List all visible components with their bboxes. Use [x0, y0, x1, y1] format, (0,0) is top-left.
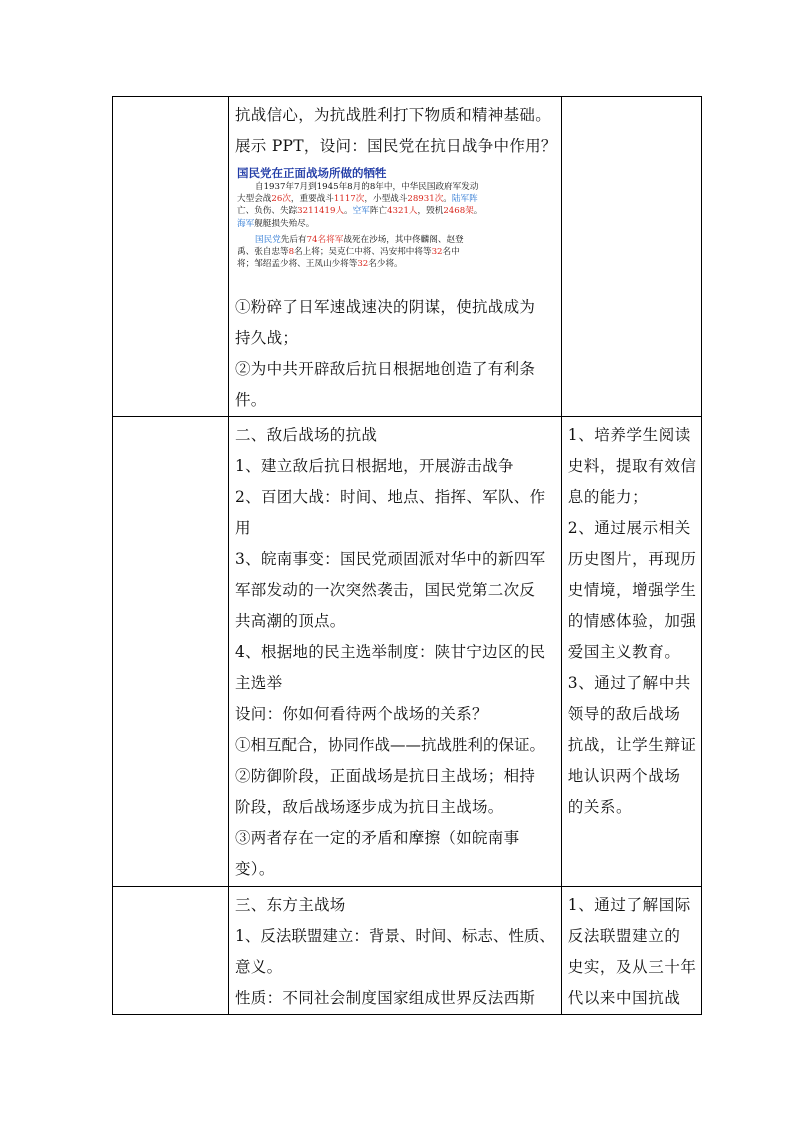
slide-text: 舰艇损失殆尽。	[254, 218, 315, 229]
text-line: 共高潮的顶点。	[235, 612, 346, 630]
slide-text: 战死在沙场，其中佟麟阁、赵登	[343, 234, 464, 245]
row1-col2-cell	[229, 97, 562, 417]
slide-text: 大型会战	[237, 194, 272, 205]
goal-line: 的关系。	[567, 798, 633, 816]
slide-number: 28931次	[407, 194, 444, 205]
slide-text: ，小型战斗	[364, 194, 408, 205]
slide-line	[235, 181, 507, 193]
goal-line: 抗战，让学生辩证	[567, 736, 697, 754]
table-row	[113, 887, 702, 1015]
slide-highlight: 陆军阵	[451, 194, 478, 205]
text-line: 主选举	[235, 674, 283, 692]
slide-highlight: 国民党	[255, 234, 281, 245]
text-line: ③两者存在一定的矛盾和摩擦（如皖南事	[235, 829, 520, 847]
text-line: 军部发动的一次突然袭击，国民党第二次反	[235, 581, 536, 599]
text-line: ①粉碎了日军速战速决的阴谋，使抗战成为	[235, 298, 536, 316]
slide-number: 32	[357, 259, 369, 270]
slide-text: 将；邹绍孟少将、王凤山少将等	[237, 259, 358, 270]
text-line: 阶段，敌后战场逐步成为抗日主战场。	[235, 798, 504, 816]
goal-line: 地认识两个战场	[567, 767, 681, 785]
slide-number: 74名将军	[306, 234, 344, 245]
text-line: 性质：不同社会制度国家组成世界反法西斯	[235, 989, 536, 1007]
row2-col3-cell	[561, 417, 701, 887]
goal-line: 爱国主义教育。	[567, 643, 681, 661]
text-line: 4、根据地的民主选举制度：陕甘宁边区的民	[235, 643, 546, 661]
row1-col3-cell	[561, 97, 701, 417]
text-line: 1、建立敌后抗日根据地，开展游击战争	[235, 457, 514, 475]
row3-col3-cell	[561, 887, 701, 1015]
slide-line	[235, 218, 507, 230]
row2-col1-cell	[113, 417, 229, 887]
table-row	[113, 417, 702, 887]
slide-text: 名少将。	[368, 259, 403, 270]
slide-text: 亡、负伤、失踪	[237, 206, 298, 217]
goal-line: 反法联盟建立的	[567, 927, 681, 945]
text-line: 持久战；	[235, 329, 299, 347]
slide-number: 4321人	[387, 206, 418, 217]
slide-line	[235, 258, 507, 270]
slide-title: 国民党在正面战场所做的牺牲	[237, 166, 387, 180]
row2-col2-cell	[229, 417, 562, 887]
slide-highlight: 空军	[352, 206, 370, 217]
text-line: 1、反法联盟建立：背景、时间、标志、性质、	[235, 927, 555, 945]
text-line: 变）。	[235, 860, 275, 878]
section-heading: 三、东方主战场	[235, 896, 346, 914]
goal-line: 1、通过了解国际	[567, 896, 691, 914]
slide-text: 禹、张自忠等	[237, 247, 289, 258]
slide-line	[235, 193, 507, 205]
text-line: 设问：你如何看待两个战场的关系？	[235, 705, 488, 723]
text-line: 3、皖南事变：国民党顽固派对华中的新四军	[235, 550, 546, 568]
text-line: 意义。	[235, 958, 283, 976]
slide-number: 8	[288, 247, 295, 258]
slide-text: 。	[443, 194, 452, 205]
text-line: 件。	[235, 391, 267, 409]
goal-line: 1、培养学生阅读	[567, 426, 691, 444]
text-line: 抗战信心，为抗战胜利打下物质和精神基础。	[235, 106, 552, 124]
slide-text: ，毁机	[417, 206, 444, 217]
goal-line: 的情感体验，加强	[567, 612, 697, 630]
row3-col2-cell	[229, 887, 562, 1015]
slide-number: 32	[431, 247, 443, 258]
row1-col1-cell	[113, 97, 229, 417]
row3-col1-cell	[113, 887, 229, 1015]
goal-line: 息的能力；	[567, 488, 649, 506]
slide-line	[235, 205, 507, 217]
slide-number: 3211419人	[297, 206, 345, 217]
slide-text: 阵亡	[369, 206, 388, 217]
goal-line: 3、通过了解中共	[567, 674, 691, 692]
lesson-plan-table	[112, 96, 702, 1015]
text-line: 展示 PPT，设问：国民党在抗日战争中作用？	[235, 137, 557, 155]
slide-number: 1117次	[333, 194, 365, 205]
goal-line: 史情境，增强学生	[567, 581, 697, 599]
goal-line: 史料，提取有效信	[567, 457, 697, 475]
slide-line	[235, 246, 507, 258]
slide-text: ，重要战斗	[290, 194, 334, 205]
slide-text: 先后有	[280, 234, 307, 245]
goal-line: 历史图片，再现历	[567, 550, 697, 568]
text-line: 2、百团大战：时间、地点、指挥、军队、作	[235, 488, 546, 506]
goal-line: 领导的敌后战场	[567, 705, 681, 723]
text-line: ②防御阶段，正面战场是抗日主战场；相持	[235, 767, 536, 785]
slide-text: 名上将；吴克仁中将、冯安邦中将等	[294, 247, 432, 258]
goal-line: 史实，及从三十年	[567, 958, 697, 976]
goal-line: 2、通过展示相关	[567, 519, 691, 537]
text-line: 用	[235, 519, 251, 537]
goal-line: 代以来中国抗战	[567, 989, 681, 1007]
ppt-slide-image	[235, 166, 507, 286]
slide-text: 名中	[442, 247, 460, 258]
slide-text: 。	[344, 206, 353, 217]
section-heading: 二、敌后战场的抗战	[235, 426, 378, 444]
slide-line	[235, 234, 507, 246]
text-line: ①相互配合，协同作战——抗战胜利的保证。	[235, 736, 546, 754]
slide-number: 2468架	[443, 206, 474, 217]
slide-text: 。	[473, 206, 483, 217]
slide-text: 自1937年7月到1945年8月的8年中，中华民国政府军发动	[255, 182, 479, 192]
slide-number: 26次	[271, 194, 291, 205]
text-line: ②为中共开辟敌后抗日根据地创造了有利条	[235, 360, 536, 378]
slide-highlight: 海军	[237, 218, 255, 229]
table-row	[113, 97, 702, 417]
